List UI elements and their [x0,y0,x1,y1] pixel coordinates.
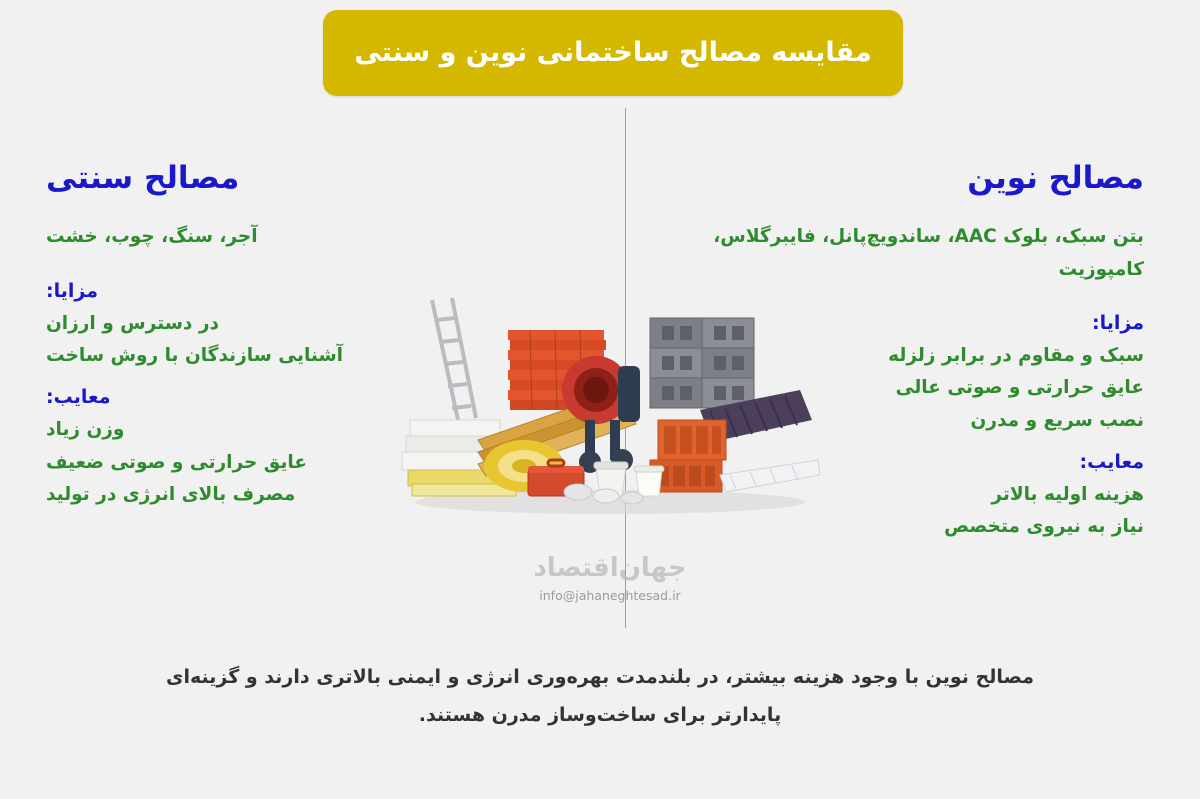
traditional-subtitle: آجر، سنگ، چوب، خشت [46,226,258,248]
building-materials-image [400,270,820,520]
modern-heading: مصالح نوین [967,160,1144,196]
list-item: سبک و مقاوم در برابر زلزله [888,344,1144,366]
modern-advantages-label: مزایا: [1092,311,1144,334]
list-item: در دسترس و ارزان [46,312,220,334]
modern-subtitle: بتن سبک، بلوک AAC، ساندویچ‌پانل، فایبرگلاس، کامپوزیت [713,226,1144,280]
title-banner [323,10,903,96]
list-item: وزن زیاد [46,419,125,441]
traditional-disadvantages-label: معایب: [46,386,111,409]
contact-email: info@jahaneghtesad.ir [539,588,681,603]
traditional-heading: مصالح سنتی [46,160,240,196]
list-item: عایق حرارتی و صوتی عالی [895,377,1144,399]
page-title: مقایسه مصالح ساختمانی نوین و سنتی [354,37,872,69]
conclusion-text: مصالح نوین با وجود هزینه بیشتر، در بلندمدت بهره‌وری انرژی و ایمنی بالاتری دارند و گزینه‌ای پایدارتر برای ساخت‌وساز مدرن هستند. [166,666,1034,726]
list-item: نصب سریع و مدرن [970,409,1144,431]
list-item: نیاز به نیروی متخصص [944,516,1144,538]
traditional-advantages-label: مزایا: [46,279,98,302]
modern-disadvantages-label: معایب: [1079,451,1144,474]
list-item: عایق حرارتی و صوتی ضعیف [46,451,308,473]
list-item: آشنایی سازندگان با روش ساخت [46,344,344,366]
site-logo: جهان‌اقتصاد [533,553,687,583]
list-item: هزینه اولیه بالاتر [991,484,1144,506]
watermark [490,555,730,603]
list-item: مصرف بالای انرژی در تولید [46,484,296,506]
